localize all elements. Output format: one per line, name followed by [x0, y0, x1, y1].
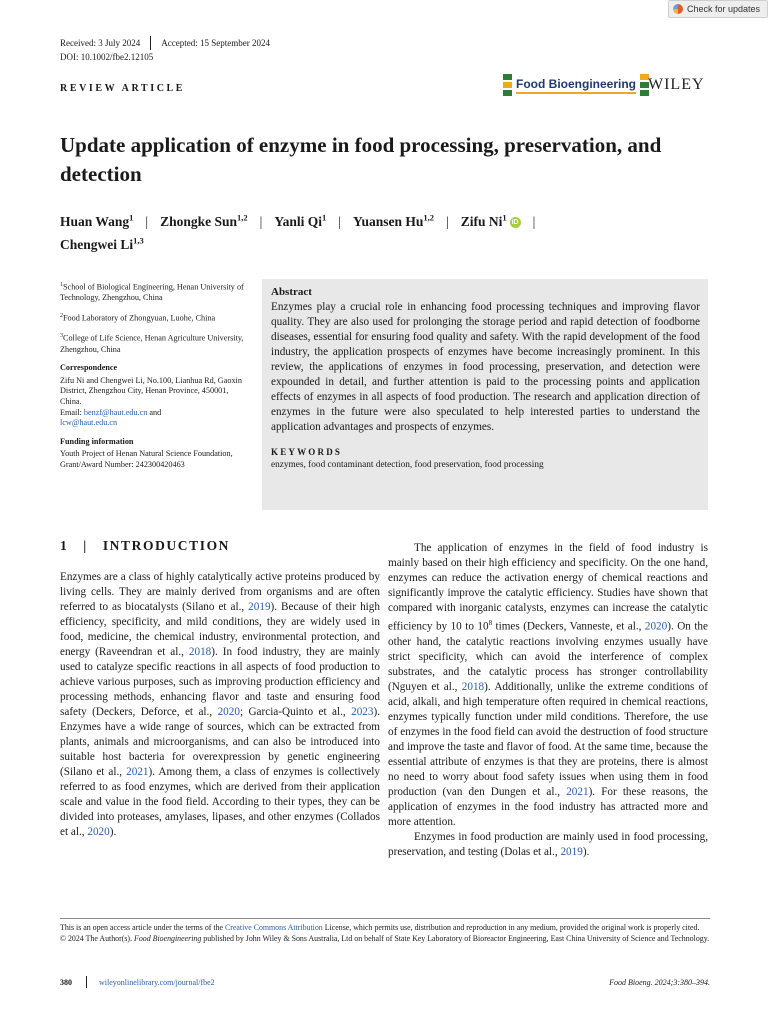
citation-link[interactable]: 2019 [560, 845, 583, 858]
citation-link[interactable]: 2020 [87, 826, 110, 838]
page-footer [60, 976, 710, 988]
article-title: Update application of enzyme in food processing, preservation, and detection [60, 133, 662, 186]
abstract-text: Enzymes play a crucial role in enhancing food processing techniques and improving flavor quality. They are also used for prolonging the storage period and rapid detection of foodborne diseases, essential for ensuring food quality and safety. With the rapid development of the food industry, the application prospects of enzymes have become increasingly prominent. In this review, the applications of enzymes in food processing, preservation, and detection were expounded in detail, and further attention is paid to the processing points and application effects of enzymes in all aspects of food production. The research and application direction of enzymes in the future were also speculated to help interested parties to understand the application advantages and prospects of enzymes. [271, 301, 700, 433]
author-list: Huan Wang$^1$ | Zhongke Sun$^{1,2}$ | Yanli Qi$^1$ | Yuansen Hu$^{1,2}$ | Zifu Ni$^1$iD | Chengwei Li$^{1,3}$ [60, 212, 536, 252]
section-heading: 1 | INTRODUCTION [60, 538, 231, 553]
journal-logo-mark-icon [503, 74, 512, 96]
footer-divider [86, 976, 87, 988]
affiliation: $^3$College of Life Science, Henan Agriculture University, Zhengzhou, China [60, 333, 244, 354]
orcid-icon[interactable]: iD [511, 219, 519, 227]
license-link[interactable]: Creative Commons Attribution [225, 923, 323, 932]
paragraph: The application of enzymes in the field of food industry is mainly based on their high efficiency and specificity. On the one hand, enzymes can reduce the activation energy of chemical reactions and significantly improve the catalytic efficiency. Studies have shown that compared with inorganic catalysts, enzymes can increase the catalytic efficiency by 10 to $10^8$ times (Deckers, Vanneste, et al., 2020). On the other hand, the catalytic reactions involving enzymes usually have strict specificity, which can avoid the interference of complex substrates, and the catalytic process has stronger controllability (Nguyen et al., 2018). Additionally, unlike the extreme conditions of acid, alkali, and high temperature often required in chemical reactions, enzymes typically function under mild conditions. Therefore, the use of enzymes in the food field can avoid the destruction of food structure and improve the taste and flavor of food. At the same time, because the essential attribute of enzymes is that they are proteins, there is almost no need to worry about food safety issues when using them in food production (van den Dungen et al., 2021). For these reasons, the application of enzymes in the food industry has attracted more and more attention. [388, 542, 708, 828]
keywords-text: enzymes, food contaminant detection, food preservation, food processing [271, 460, 544, 470]
author[interactable]: Zhongke Sun$^{1,2}$ [160, 212, 248, 229]
author[interactable]: Yuansen Hu$^{1,2}$ [352, 212, 435, 229]
correspondence-heading: Correspondence [60, 363, 118, 373]
citation-link[interactable]: 2021 [566, 785, 589, 798]
accepted-date: Accepted: 15 September 2024 [161, 38, 270, 48]
citation-link[interactable]: 2018 [461, 680, 485, 693]
body-column-right [388, 541, 708, 860]
affiliation: $^1$School of Biological Engineering, Henan University of Technology, Zhengzhou, China [60, 282, 244, 303]
license-footnote [60, 918, 710, 944]
paragraph: Enzymes in food production are mainly used in food processing, preservation, and testing (Dolas et al., 2019). [388, 830, 708, 858]
email-link[interactable]: benzf@haut.edu.cn [83, 407, 148, 417]
check-for-updates-label: Check for updates [687, 4, 761, 14]
article-dates [60, 36, 270, 50]
journal-name: Food Bioengineering [516, 77, 636, 94]
citation-link[interactable]: 2018 [188, 646, 212, 658]
author[interactable]: Yanli Qi$^1$ [274, 212, 327, 229]
citation-link[interactable]: 2020 [644, 620, 668, 633]
publisher-logo: WILEY [648, 76, 705, 93]
journal-url-link[interactable]: wileyonlinelibrary.com/journal/fbe2 [99, 977, 215, 987]
check-for-updates-button[interactable] [668, 0, 768, 18]
author[interactable]: Zifu Ni$^1$ [460, 212, 507, 229]
doi: DOI: 10.1002/fbe2.12105 [60, 52, 154, 62]
affiliation: $^2$Food Laboratory of Zhongyuan, Luohe, China [60, 312, 216, 323]
citation-link[interactable]: 2021 [126, 766, 149, 778]
article-type: REVIEW ARTICLE [60, 83, 186, 94]
funding-heading: Funding information [60, 436, 134, 446]
citation-link[interactable]: 2019 [248, 601, 271, 613]
journal-logo [503, 74, 649, 96]
journal-citation: Food Bioeng. 2024;3:380–394. [609, 977, 710, 987]
keywords-heading: KEYWORDS [271, 447, 343, 457]
correspondence-text: Zifu Ni and Chengwei Li, No.100, Lianhua Rd, Gaoxin District, Zhengzhou City, Henan Province, 450001, China. Email: benzf@haut.edu.cn and lcw@haut.edu.cn [60, 375, 242, 428]
citation-link[interactable]: 2023 [351, 706, 374, 718]
received-date: Received: 3 July 2024 [60, 38, 141, 48]
crossmark-icon [673, 4, 683, 14]
paragraph: Enzymes are a class of highly catalytically active proteins produced by living cells. They are mainly derived from organisms and are often referred to as biocatalysts (Silano et al., 2019). Because of their high efficiency, specificity, and mild conditions, they are widely used in food, medicine, the chemical industry, environmental protection, and energy (Raveendran et al., 2018). In food industry, they are mainly used to catalyze specific reactions in all aspects of food production to achieve various purposes, such as improving production efficiency and processing methods, enhancing flavor and taste and ensuring food safety (Deckers, Deforce, et al., 2020; Garcia-Quinto et al., 2023). Enzymes have a wide range of sources, which can be extracted from plants, animals and microorganisms, and can also be introduced into suitable host bacteria for overexpression by genetic engineering (Silano et al., 2021). Among them, a class of enzymes is collectively referred to as food enzymes, which are derived from their application scale and value in the food field. According to their types, they can be divided into proteases, amylases, lipases, and other enzymes (Collados et al., 2020). [60, 571, 380, 838]
abstract-heading: Abstract [271, 286, 312, 298]
author[interactable]: Chengwei Li$^{1,3}$ [60, 235, 144, 252]
meta-divider [150, 36, 151, 50]
funding-text: Youth Project of Henan Natural Science Foundation, Grant/Award Number: 242300420463 [60, 449, 233, 469]
author[interactable]: Huan Wang$^1$ [60, 212, 134, 229]
license-text: This is an open access article under the terms of the Creative Commons Attribution License, which permits use, distribution and reproduction in any medium, provided the original work is properly cited. [60, 923, 700, 932]
copyright-text: © 2024 The Author(s). Food Bioengineering published by John Wiley & Sons Australia, Ltd on behalf of State Key Laboratory of Bioreactor Engineering, East China University of Science and Technology. [60, 934, 710, 943]
body-column-left [60, 570, 380, 840]
email-link[interactable]: lcw@haut.edu.cn [60, 418, 118, 428]
abstract-box [262, 279, 708, 510]
citation-link[interactable]: 2020 [217, 706, 240, 718]
page-number: 380 [60, 977, 72, 987]
article-info-sidebar [60, 280, 250, 478]
